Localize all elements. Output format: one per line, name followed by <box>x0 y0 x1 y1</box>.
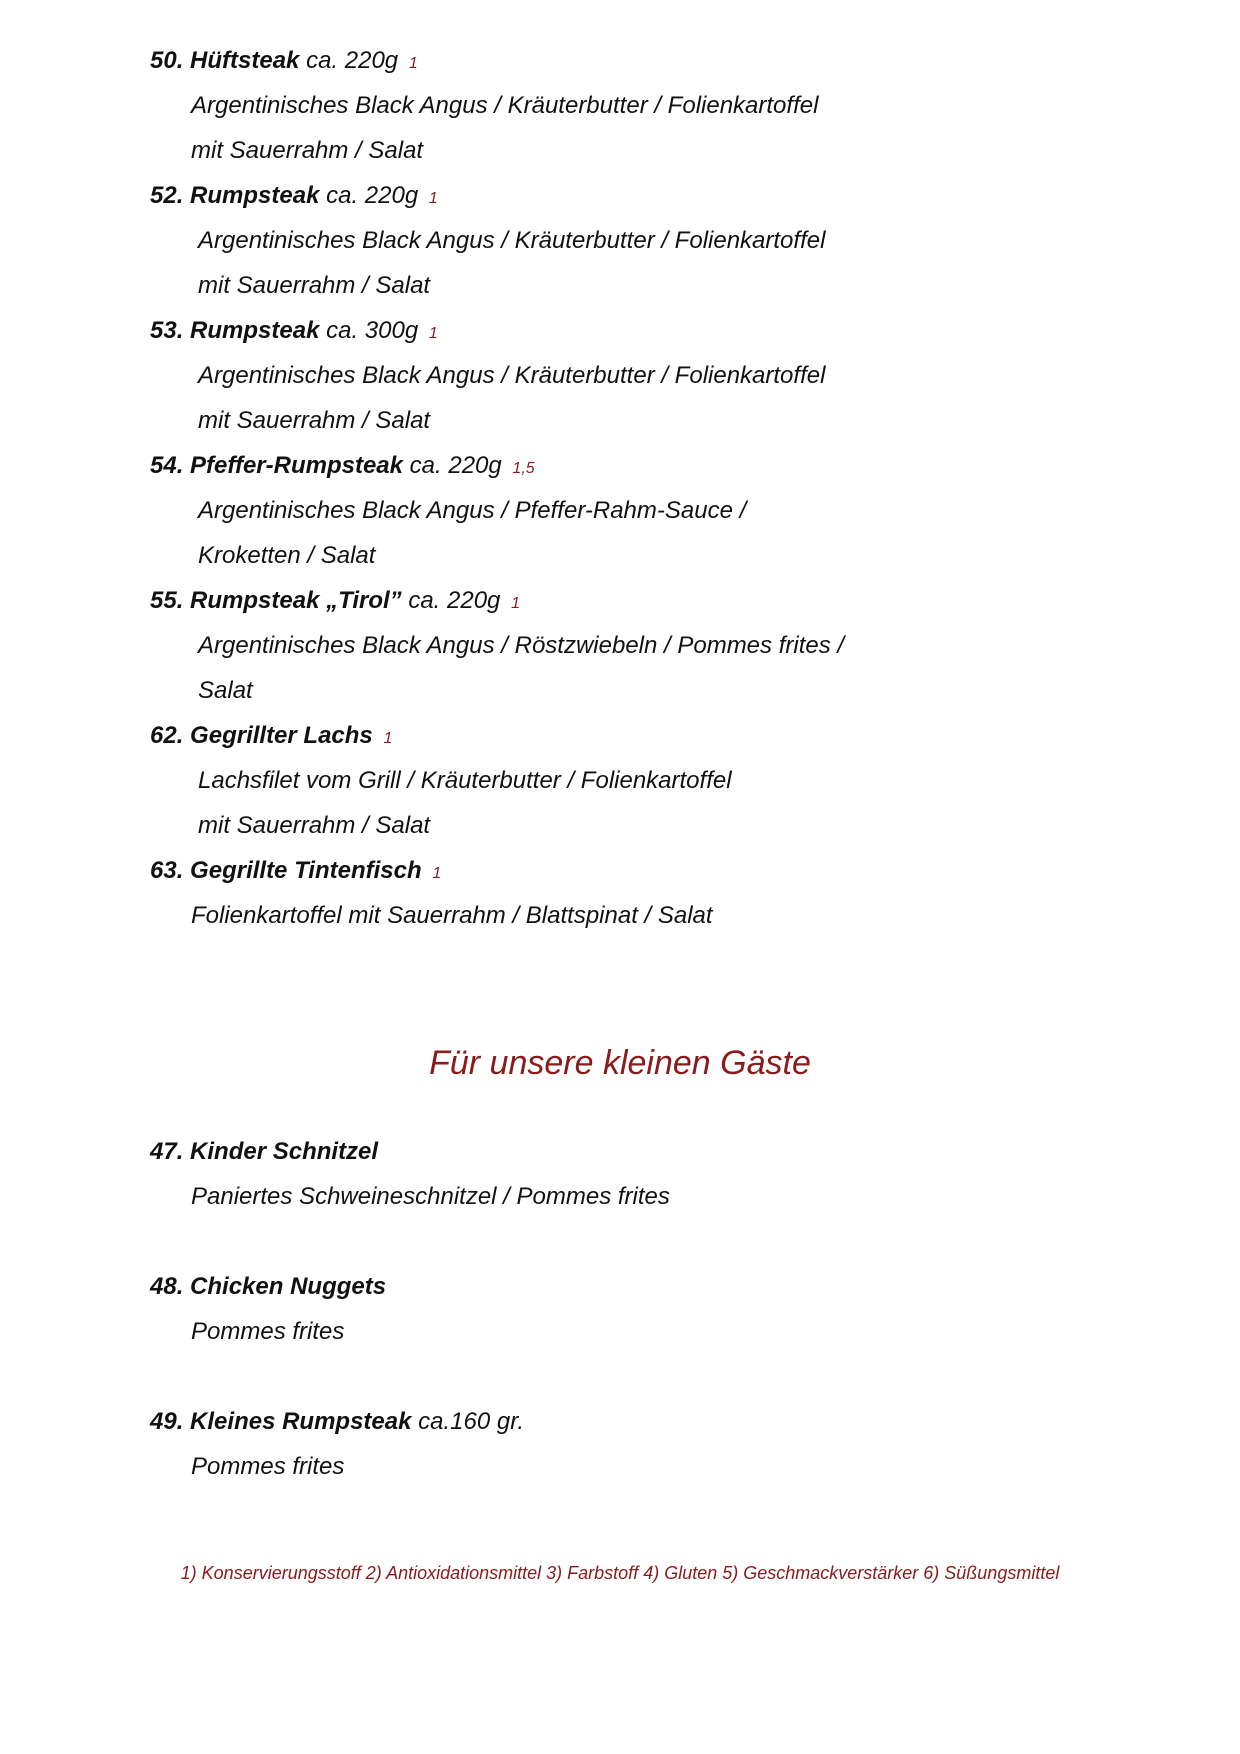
dish-description: Kroketten / Salat <box>198 542 376 569</box>
dish-53-heading <box>150 317 438 348</box>
allergen-code: 1 <box>432 865 442 882</box>
dish-number: 62. <box>150 722 184 749</box>
dish-description: Lachsfilet vom Grill / Kräuterbutter / Folienkartoffel <box>198 767 732 794</box>
dish-number: 50. <box>150 47 184 74</box>
dish-50-heading <box>150 47 418 78</box>
dish-number: 48. <box>150 1273 184 1300</box>
dish-description: mit Sauerrahm / Salat <box>198 407 431 434</box>
dish-description: Argentinisches Black Angus / Kräuterbutter / Folienkartoffel <box>191 92 819 119</box>
dish-name: Chicken Nuggets <box>190 1273 387 1300</box>
dish-number: 63. <box>150 857 184 884</box>
dish-48-heading <box>150 1273 386 1301</box>
dish-number: 55. <box>150 587 184 614</box>
dish-number: 53. <box>150 317 184 344</box>
dish-weight: ca. 220g <box>326 182 419 209</box>
dish-54-heading <box>150 452 535 483</box>
dish-name: Gegrillte Tintenfisch <box>190 857 422 884</box>
dish-62-heading <box>150 722 392 753</box>
dish-49-heading <box>150 1408 524 1436</box>
dish-name: Kinder Schnitzel <box>190 1138 379 1165</box>
dish-weight: ca. 300g <box>326 317 419 344</box>
dish-description: mit Sauerrahm / Salat <box>191 137 424 164</box>
dish-weight: ca. 220g <box>306 47 399 74</box>
dish-52-heading <box>150 182 438 213</box>
dish-description: Argentinisches Black Angus / Pfeffer-Rahm-Sauce / <box>198 497 747 524</box>
dish-description: Argentinisches Black Angus / Kräuterbutter / Folienkartoffel <box>198 227 826 254</box>
section-title-kids: Für unsere kleinen Gäste <box>429 1044 811 1082</box>
dish-description: Pommes frites <box>191 1318 345 1345</box>
dish-weight: ca. 220g <box>408 587 501 614</box>
dish-63-heading <box>150 857 441 888</box>
dish-description: mit Sauerrahm / Salat <box>198 812 431 839</box>
dish-name: Hüftsteak <box>190 47 300 74</box>
dish-description: Argentinisches Black Angus / Kräuterbutter / Folienkartoffel <box>198 362 826 389</box>
dish-weight: ca.160 gr. <box>418 1408 524 1435</box>
allergen-code: 1 <box>383 730 393 747</box>
allergen-code: 1 <box>511 595 520 612</box>
dish-number: 49. <box>150 1408 184 1435</box>
dish-description: mit Sauerrahm / Salat <box>198 272 431 299</box>
dish-55-heading <box>150 587 520 618</box>
dish-description: Paniertes Schweineschnitzel / Pommes frites <box>191 1183 670 1210</box>
allergen-code: 1,5 <box>512 460 535 477</box>
dish-number: 47. <box>150 1138 184 1165</box>
dish-name: Pfeffer-Rumpsteak <box>190 452 403 479</box>
dish-47-heading <box>150 1138 378 1166</box>
dish-number: 54. <box>150 452 184 479</box>
dish-description: Salat <box>198 677 253 704</box>
dish-name: Rumpsteak „Tirol” <box>190 587 402 614</box>
dish-weight: ca. 220g <box>409 452 502 479</box>
dish-description: Argentinisches Black Angus / Röstzwiebeln / Pommes frites / <box>198 632 845 659</box>
dish-number: 52. <box>150 182 184 209</box>
allergen-code: 1 <box>428 325 438 342</box>
allergen-footnote: 1) Konservierungsstoff 2) Antioxidationsmittel 3) Farbstoff 4) Gluten 5) Geschmackverstärker 6) Süßungsmittel <box>180 1563 1060 1583</box>
dish-name: Rumpsteak <box>190 317 320 344</box>
dish-name: Gegrillter Lachs <box>190 722 373 749</box>
allergen-code: 1 <box>428 190 438 207</box>
dish-name: Rumpsteak <box>190 182 320 209</box>
allergen-code: 1 <box>408 55 418 72</box>
dish-description: Pommes frites <box>191 1453 345 1480</box>
dish-name: Kleines Rumpsteak <box>190 1408 412 1435</box>
dish-description: Folienkartoffel mit Sauerrahm / Blattspinat / Salat <box>191 902 713 929</box>
